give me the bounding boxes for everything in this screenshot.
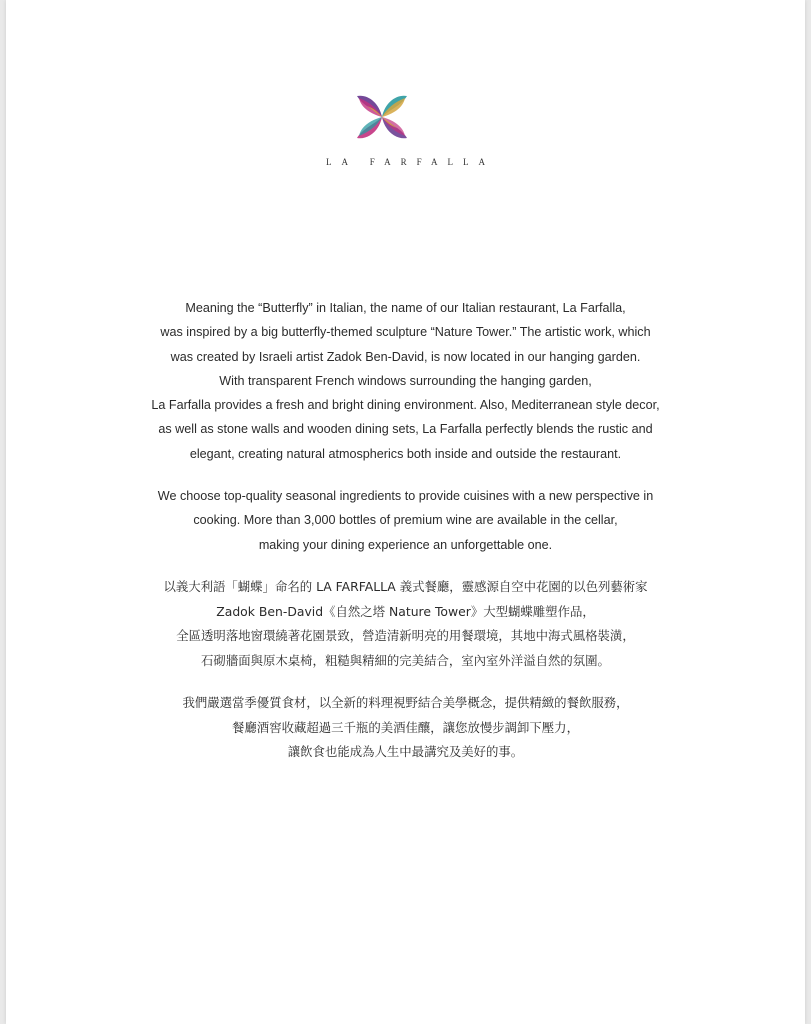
paragraph-en-intro (6, 296, 805, 466)
paragraph-zh-intro (6, 575, 805, 673)
brand-name: LA FARFALLA (326, 157, 495, 167)
text-line: Meaning the “Butterfly” in Italian, the name of our Italian restaurant, La Farfalla, (185, 301, 626, 315)
text-line: as well as stone walls and wooden dining sets, La Farfalla perfectly blends the rustic and (158, 422, 653, 437)
text-line: 以義大利語「蝴蝶」命名的 LA FARFALLA 義式餐廳，靈感源自空中花園的以色列藝術家 (163, 579, 648, 594)
paragraph-en-ingredients (6, 484, 805, 557)
text-line: making your dining experience an unforgettable one. (258, 537, 553, 552)
text-line: elegant, creating natural atmospherics both inside and outside the restaurant. (189, 446, 622, 461)
text-line: was created by Israeli artist Zadok Ben-David, is now located in our hanging garden. (170, 349, 641, 364)
text-line: La Farfalla provides a fresh and bright dining environment. Also, Mediterranean style decor, (151, 398, 660, 413)
text-line: 全區透明落地窗環繞著花園景致，營造清新明亮的用餐環境，其地中海式風格裝潢， (176, 628, 635, 643)
text-line: 石砌牆面與原木桌椅，粗糙與精細的完美結合，室內室外洋溢自然的氛圍。 (201, 652, 610, 668)
text-line: We choose top-quality seasonal ingredients to provide cuisines with a new perspective in (157, 489, 654, 503)
text-line: cooking. More than 3,000 bottles of premium wine are available in the cellar, (193, 513, 618, 528)
text-line: Zadok Ben-David《自然之塔 Nature Tower》大型蝴蝶雕塑作品， (216, 603, 595, 619)
text-line: was inspired by a big butterfly-themed sculpture “Nature Tower.” The artistic work, which (160, 325, 651, 340)
text-line: 讓飲食也能成為人生中最講究及美好的事。 (287, 744, 524, 759)
text-line: With transparent French windows surrounding the hanging garden, (219, 373, 592, 388)
paragraph-zh-ingredients (6, 691, 805, 765)
document-page (6, 0, 805, 1024)
text-line: 餐廳酒窖收藏超過三千瓶的美酒佳釀，讓您放慢步調卸下壓力， (232, 719, 579, 735)
text-line: 我們嚴選當季優質食材，以全新的料理視野結合美學概念，提供精緻的餐飲服務， (182, 695, 629, 710)
butterfly-logo-icon (353, 88, 411, 146)
